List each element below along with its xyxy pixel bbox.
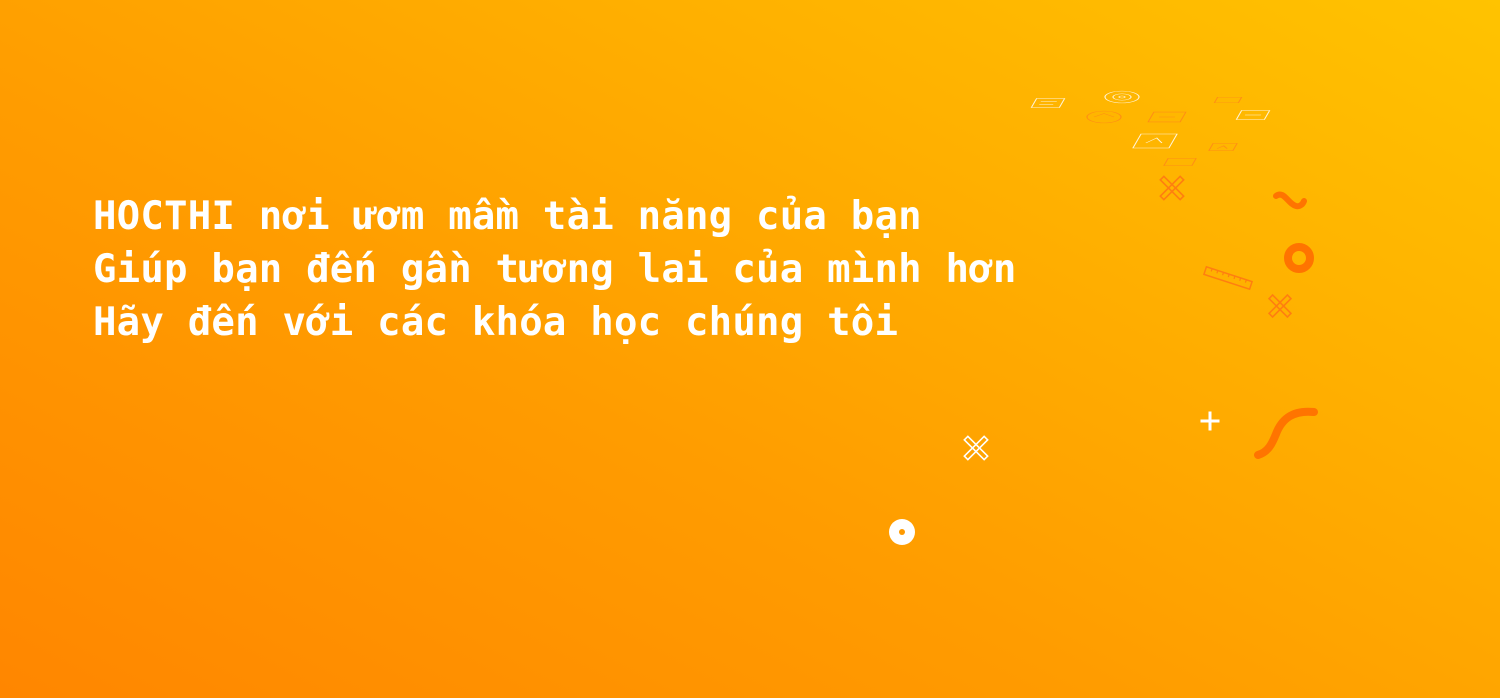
ruler-icon xyxy=(1204,267,1252,289)
hero-headline xyxy=(93,190,1017,349)
pencil-ruler-cross-icon xyxy=(964,436,987,459)
dot-ring-icon xyxy=(889,519,915,545)
document-icon xyxy=(1214,97,1241,103)
headline-line-2: Giúp bạn đến gần tương lai của mình hơn xyxy=(93,247,1017,292)
plus-icon xyxy=(1202,413,1218,429)
target-icon xyxy=(1105,91,1139,103)
document-icon xyxy=(1209,143,1237,150)
pencil-ruler-cross-icon xyxy=(1160,176,1183,199)
document-icon xyxy=(1031,99,1064,108)
target-icon xyxy=(1087,111,1121,123)
headline-line-3: Hãy đến với các khóa học chúng tôi xyxy=(93,300,899,345)
document-icon xyxy=(1164,158,1196,165)
pencil-ruler-cross-icon xyxy=(1269,295,1291,317)
headline-line-1: HOCTHI nơi ươm mầm tài năng của bạn xyxy=(93,194,922,239)
squiggle-icon xyxy=(1276,195,1304,207)
document-icon xyxy=(1148,112,1186,122)
squiggle-icon xyxy=(1258,412,1314,455)
document-icon xyxy=(1133,134,1177,148)
ring-icon xyxy=(1288,247,1310,269)
document-icon xyxy=(1236,111,1269,120)
